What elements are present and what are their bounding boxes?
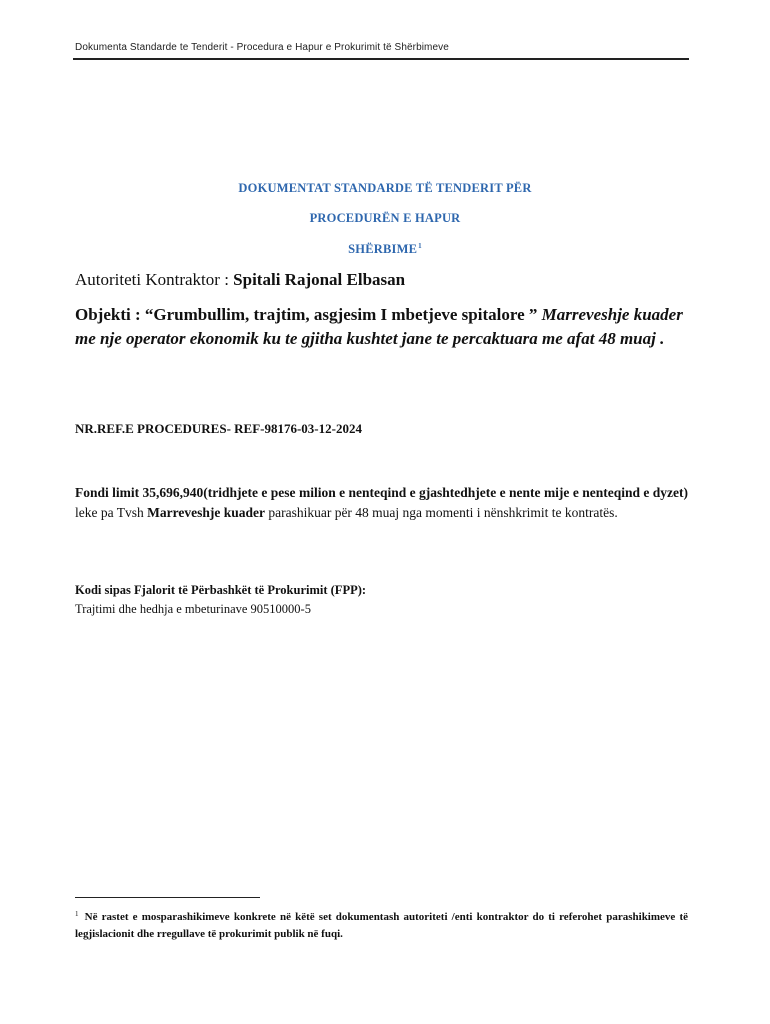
object-title: Objekti : “Grumbullim, trajtim, asgjesim I mbetjeve spitalore ” (75, 305, 542, 324)
document-title-line-3 (0, 242, 770, 257)
authority-value: Spitali Rajonal Elbasan (233, 270, 406, 289)
fund-text-1: leke pa Tvsh (75, 505, 148, 520)
cpv-code-title: Kodi sipas Fjalorit të Përbashkët të Prokurimit (FPP): (75, 583, 367, 597)
procedure-reference: NR.REF.E PROCEDURES- REF-98176-03-12-2024 (75, 421, 362, 436)
fund-limit-paragraph (75, 483, 688, 523)
running-header: Dokumenta Standarde te Tenderit - Procedura e Hapur e Prokurimit të Shërbimeve (75, 42, 449, 53)
object-description: Marreveshje kuader me nje operator ekonomik ku te gjitha kushtet jane te percaktuara me afat 48 muaj . (75, 305, 683, 348)
authority-label: Autoriteti Kontraktor : (75, 270, 234, 289)
footnote-reference: 1 (418, 242, 422, 250)
header-divider (73, 58, 689, 60)
contracting-authority (75, 270, 405, 290)
footnote-text: Në rastet e mosparashikimeve konkrete në këtë set dokumentash autoriteti /enti kontraktor do ti referohet parashikimeve të legjislacionit dhe rregullave të prokurimit publik në fuqi. (75, 911, 688, 940)
cpv-code-value: Trajtimi dhe hedhja e mbeturinave 90510000-5 (75, 602, 311, 616)
document-title-line-1: DOKUMENTAT STANDARDE TË TENDERIT PËR (238, 181, 532, 195)
document-title-line-2: PROCEDURËN E HAPUR (309, 211, 461, 225)
fund-contract-type: Marreveshje kuader (147, 505, 265, 520)
document-title-line-3-text: SHËRBIME (348, 242, 418, 256)
fund-text-2: parashikuar për 48 muaj nga momenti i nënshkrimit te kontratës. (264, 505, 618, 520)
procurement-object (75, 303, 690, 351)
footnote-divider (75, 897, 260, 898)
footnote-number: 1 (75, 910, 79, 918)
footnote (75, 906, 688, 943)
fund-limit-amount: Fondi limit 35,696,940(tridhjete e pese milion e nenteqind e gjashtedhjete e nente mije e nenteqind e dyzet) (75, 485, 688, 500)
